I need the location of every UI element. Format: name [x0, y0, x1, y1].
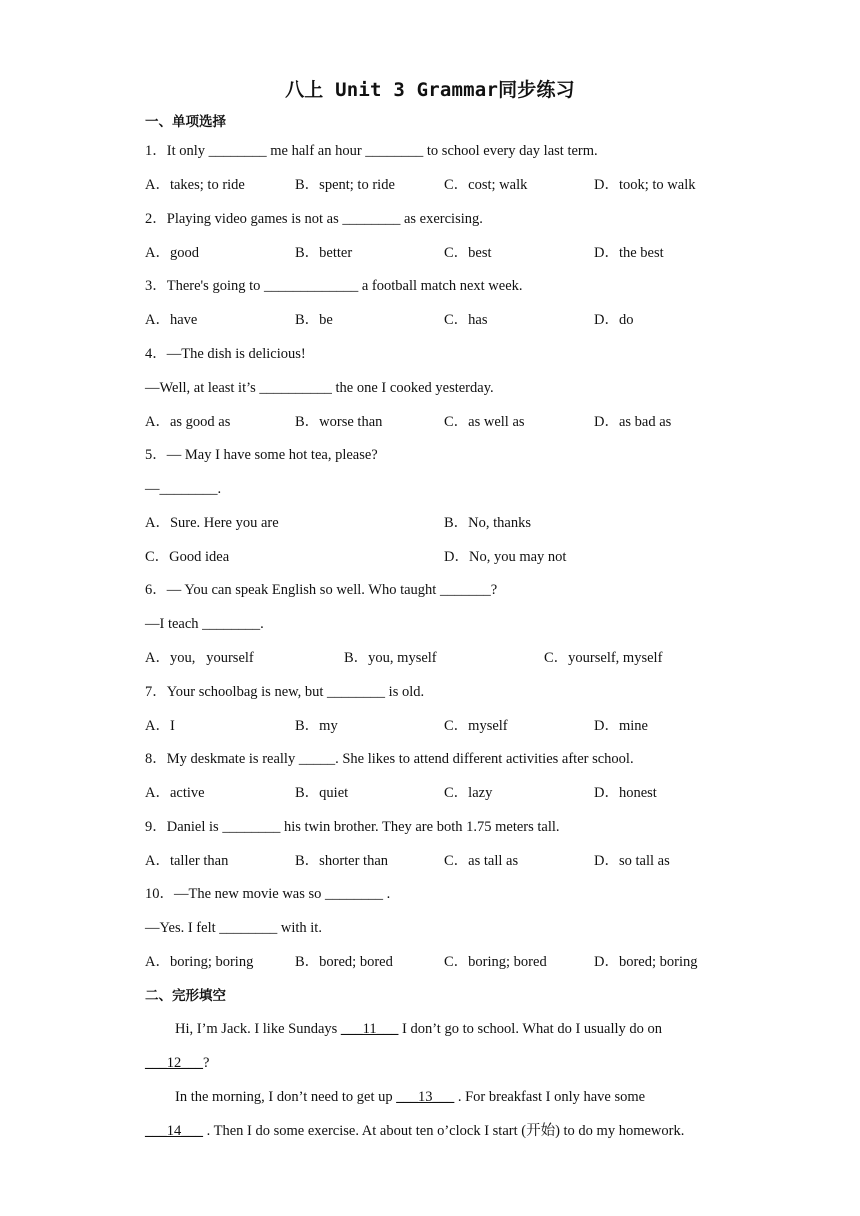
cloze-blank-12: ___12___	[145, 1055, 203, 1071]
option-c: C．as well as	[444, 414, 525, 430]
passage-text: In the morning, I don’t need to get up	[175, 1089, 397, 1105]
option-c: C．yourself, myself	[544, 650, 663, 666]
question-stem: 9．Daniel is ________ his twin brother. They are both 1.75 meters tall.	[145, 819, 560, 835]
question-stem: 6．— You can speak English so well. Who taught _______?	[145, 582, 498, 598]
option-b: B．quiet	[295, 785, 349, 801]
option-c: C．boring; bored	[444, 954, 547, 970]
option-c: C．lazy	[444, 785, 493, 801]
cloze-blank-13: ___13___	[396, 1089, 455, 1105]
question-stem-reply: —Well, at least it’s __________ the one I cooked yesterday.	[145, 380, 494, 396]
option-c: C．myself	[444, 718, 508, 734]
option-a: A．as good as	[145, 414, 231, 430]
option-c: C．best	[444, 245, 492, 261]
option-c: C．Good idea	[145, 549, 230, 565]
option-a: A．active	[145, 785, 205, 801]
option-a: A．boring; boring	[145, 954, 254, 970]
question-stem-reply: —Yes. I felt ________ with it.	[145, 920, 322, 936]
option-d: D．do	[594, 312, 634, 328]
option-b: B．bored; bored	[295, 954, 393, 970]
passage-line	[145, 1121, 765, 1141]
cloze-blank-14: ___14___	[145, 1123, 203, 1139]
option-b: B．No, thanks	[444, 515, 531, 531]
cloze-blank-11: ___11___	[340, 1021, 399, 1037]
option-d: D．the best	[594, 245, 664, 261]
option-d: D．honest	[594, 785, 657, 801]
option-a: A．I	[145, 718, 175, 734]
option-a: A．you, yourself	[145, 650, 254, 666]
option-d: D．as bad as	[594, 414, 672, 430]
option-b: B．shorter than	[295, 853, 389, 869]
passage-text: Hi, I’m Jack. I like Sundays	[175, 1021, 341, 1037]
option-d: D．so tall as	[594, 853, 670, 869]
passage-line	[175, 1087, 765, 1107]
question-stem: 4．—The dish is delicious!	[145, 346, 306, 362]
passage-text: ?	[203, 1055, 210, 1071]
option-a: A．taller than	[145, 853, 229, 869]
option-c: C．has	[444, 312, 488, 328]
option-a: A．takes; to ride	[145, 177, 245, 193]
section-heading-single-choice: 一、单项选择	[145, 114, 226, 130]
passage-line	[145, 1053, 765, 1073]
section-heading-cloze: 二、完形填空	[145, 988, 226, 1004]
passage-line	[175, 1019, 765, 1039]
option-b: B．spent; to ride	[295, 177, 395, 193]
question-stem: 1．It only ________ me half an hour ________ to school every day last term.	[145, 143, 598, 159]
question-stem: 3．There's going to _____________ a football match next week.	[145, 278, 523, 294]
passage-text: . Then I do some exercise. At about ten o’clock I start (开始) to do my homework.	[203, 1123, 685, 1139]
option-a: A．good	[145, 245, 199, 261]
option-a: A．Sure. Here you are	[145, 515, 279, 531]
option-b: B．better	[295, 245, 353, 261]
option-b: B．my	[295, 718, 338, 734]
option-d: D．No, you may not	[444, 549, 567, 565]
question-stem-reply: —I teach ________.	[145, 616, 264, 632]
option-c: C．as tall as	[444, 853, 519, 869]
page-title: 八上 Unit 3 Grammar同步练习	[285, 79, 575, 101]
option-a: A．have	[145, 312, 198, 328]
question-stem: 2．Playing video games is not as ________ as exercising.	[145, 211, 483, 227]
option-c: C．cost; walk	[444, 177, 528, 193]
option-b: B．you, myself	[344, 650, 437, 666]
question-stem: 7．Your schoolbag is new, but ________ is old.	[145, 684, 425, 700]
option-d: D．mine	[594, 718, 648, 734]
question-stem-reply: —________.	[145, 481, 222, 497]
question-stem: 5．— May I have some hot tea, please?	[145, 447, 378, 463]
option-d: D．bored; boring	[594, 954, 698, 970]
passage-text: I don’t go to school. What do I usually do on	[398, 1021, 663, 1037]
question-stem: 10．—The new movie was so ________ .	[145, 886, 391, 902]
passage-text: . For breakfast I only have some	[454, 1089, 646, 1105]
question-stem: 8．My deskmate is really _____. She likes to attend different activities after school.	[145, 751, 634, 767]
option-b: B．be	[295, 312, 333, 328]
option-b: B．worse than	[295, 414, 383, 430]
option-d: D．took; to walk	[594, 177, 696, 193]
